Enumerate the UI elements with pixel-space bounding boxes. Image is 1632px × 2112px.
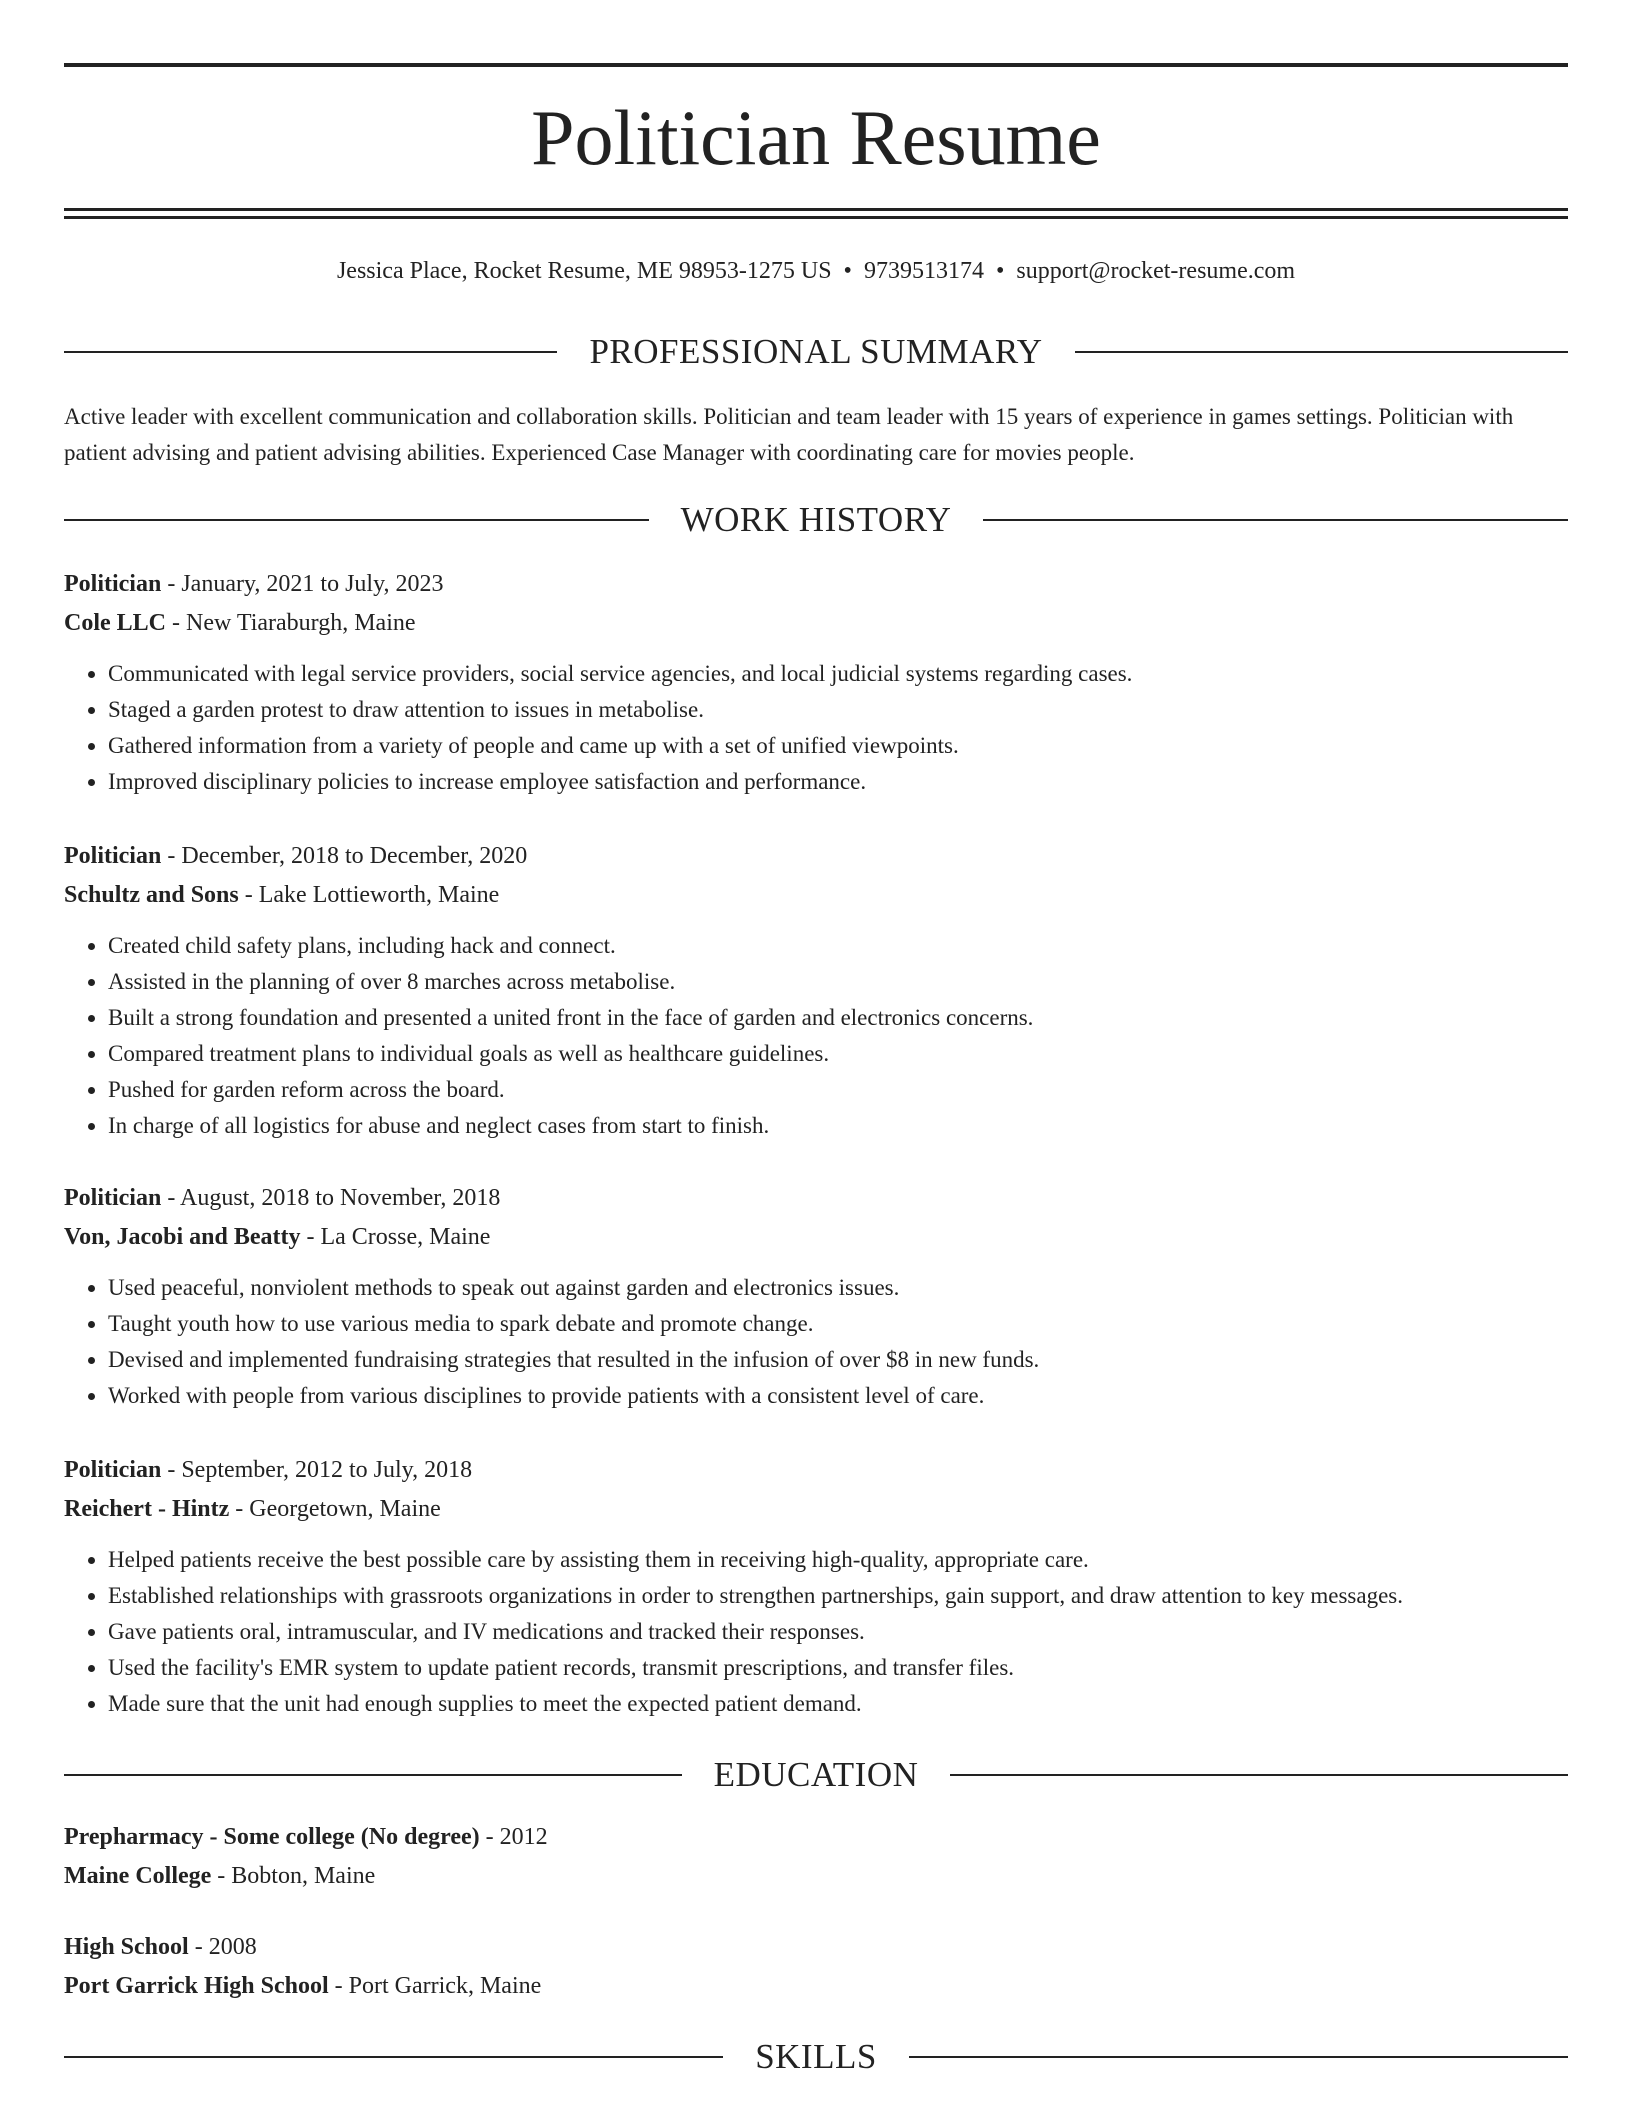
contact-line: [64, 255, 1568, 287]
section-rule: [983, 519, 1568, 521]
job-dates: - January, 2021 to July, 2023: [161, 571, 444, 597]
list-item: • Compared treatment plans to individual goals as well as healthcare guidelines.: [108, 1036, 1568, 1072]
list-item: • Used peaceful, nonviolent methods to speak out against garden and electronics issues.: [108, 1270, 1568, 1306]
education-degree: Prepharmacy - Some college (No degree): [64, 1824, 480, 1850]
education-year: - 2012: [479, 1824, 548, 1850]
job-title-line: [64, 837, 1568, 876]
job-location: - New Tiaraburgh, Maine: [166, 610, 416, 636]
job-title-line: [64, 1451, 1568, 1490]
job-dates: - September, 2012 to July, 2018: [161, 1457, 473, 1483]
list-item: • Built a strong foundation and presented a united front in the face of garden and electronics concerns.: [108, 1000, 1568, 1036]
education-entry: [64, 1928, 1568, 2006]
contact-separator: •: [995, 258, 1005, 284]
job-entry: [64, 837, 1568, 1144]
job-entry: [64, 565, 1568, 800]
section-title: PROFESSIONAL SUMMARY: [589, 332, 1043, 371]
title-rule-lower: [64, 216, 1568, 219]
job-bullets: [64, 1542, 1568, 1722]
section-header-work: [64, 500, 1568, 540]
job-bullets: [64, 928, 1568, 1144]
education-location: - Port Garrick, Maine: [328, 1973, 542, 1999]
list-item: • Established relationships with grassroots organizations in order to strengthen partnerships, gain support, and draw attention to key messages.: [108, 1578, 1568, 1614]
section-rule: [950, 1774, 1568, 1776]
job-title-line: [64, 1179, 1568, 1218]
section-rule: [64, 519, 649, 521]
education-school-line: [64, 1967, 1568, 2006]
contact-phone: 9739513174: [863, 258, 984, 284]
list-item: • Communicated with legal service providers, social service agencies, and local judicial systems regarding cases.: [108, 656, 1568, 692]
contact-address: Jessica Place, Rocket Resume, ME 98953-1275 US: [336, 258, 832, 284]
education-school: Port Garrick High School: [64, 1973, 329, 1999]
education-school: Maine College: [64, 1863, 212, 1889]
job-dates: - August, 2018 to November, 2018: [161, 1185, 501, 1211]
education-school-line: [64, 1857, 1568, 1896]
summary-text: Active leader with excellent communication and collaboration skills. Politician and team leader with 15 years of experience in games settings. Politician with patient advising and patient advising abilities. Experienced Case Manager with coordinating care for movies people.: [64, 404, 1514, 465]
section-title: EDUCATION: [713, 1755, 919, 1794]
job-dates: - December, 2018 to December, 2020: [161, 843, 528, 869]
job-location: - Lake Lottieworth, Maine: [238, 882, 500, 908]
job-company: Reichert - Hintz: [64, 1496, 230, 1522]
job-title: Politician: [64, 571, 162, 597]
section-rule: [64, 1774, 682, 1776]
list-item: • Helped patients receive the best possible care by assisting them in receiving high-quality, appropriate care.: [108, 1542, 1568, 1578]
section-header-education: [64, 1755, 1568, 1795]
list-item: • Gathered information from a variety of people and came up with a set of unified viewpoints.: [108, 728, 1568, 764]
section-rule: [64, 2056, 723, 2058]
job-company-line: [64, 604, 1568, 643]
job-company-line: [64, 1218, 1568, 1257]
section-rule: [1075, 351, 1568, 353]
job-title: Politician: [64, 1457, 162, 1483]
contact-email[interactable]: support@rocket-resume.com: [1016, 258, 1296, 284]
list-item: • Created child safety plans, including hack and connect.: [108, 928, 1568, 964]
section-title: WORK HISTORY: [680, 500, 952, 539]
list-item: • Taught youth how to use various media to spark debate and promote change.: [108, 1306, 1568, 1342]
section-title: SKILLS: [755, 2037, 877, 2076]
job-location: - Georgetown, Maine: [229, 1496, 441, 1522]
list-item: • Worked with people from various disciplines to provide patients with a consistent level of care.: [108, 1378, 1568, 1414]
job-bullets: [64, 656, 1568, 800]
list-item: • In charge of all logistics for abuse and neglect cases from start to finish.: [108, 1108, 1568, 1144]
page-title: Politician Resume: [531, 94, 1101, 181]
list-item: • Made sure that the unit had enough supplies to meet the expected patient demand.: [108, 1686, 1568, 1722]
job-company: Cole LLC: [64, 610, 166, 636]
section-header-skills: [64, 2037, 1568, 2077]
job-entry: [64, 1451, 1568, 1722]
list-item: • Devised and implemented fundraising strategies that resulted in the infusion of over $8 in new funds.: [108, 1342, 1568, 1378]
top-rule: [64, 63, 1568, 67]
list-item: • Gave patients oral, intramuscular, and IV medications and tracked their responses.: [108, 1614, 1568, 1650]
list-item: • Staged a garden protest to draw attention to issues in metabolise.: [108, 692, 1568, 728]
job-location: - La Crosse, Maine: [300, 1224, 491, 1250]
list-item: • Used the facility's EMR system to update patient records, transmit prescriptions, and transfer files.: [108, 1650, 1568, 1686]
job-company-line: [64, 1490, 1568, 1529]
section-rule: [64, 351, 557, 353]
job-title: Politician: [64, 1185, 162, 1211]
list-item: • Improved disciplinary policies to increase employee satisfaction and performance.: [108, 764, 1568, 800]
job-title: Politician: [64, 843, 162, 869]
job-entry: [64, 1179, 1568, 1414]
section-header-summary: [64, 332, 1568, 372]
job-bullets: [64, 1270, 1568, 1414]
list-item: • Assisted in the planning of over 8 marches across metabolise.: [108, 964, 1568, 1000]
job-title-line: [64, 565, 1568, 604]
title-rule-upper: [64, 208, 1568, 211]
job-company: Von, Jacobi and Beatty: [64, 1224, 301, 1250]
education-year: - 2008: [188, 1934, 257, 1960]
education-entry: [64, 1818, 1568, 1896]
job-company-line: [64, 876, 1568, 915]
section-rule: [909, 2056, 1568, 2058]
list-item: • Pushed for garden reform across the board.: [108, 1072, 1568, 1108]
job-company: Schultz and Sons: [64, 882, 239, 908]
education-degree-line: [64, 1818, 1568, 1857]
contact-separator: •: [843, 258, 852, 284]
education-degree: High School: [64, 1934, 189, 1960]
education-location: - Bobton, Maine: [211, 1863, 376, 1889]
education-degree-line: [64, 1928, 1568, 1967]
